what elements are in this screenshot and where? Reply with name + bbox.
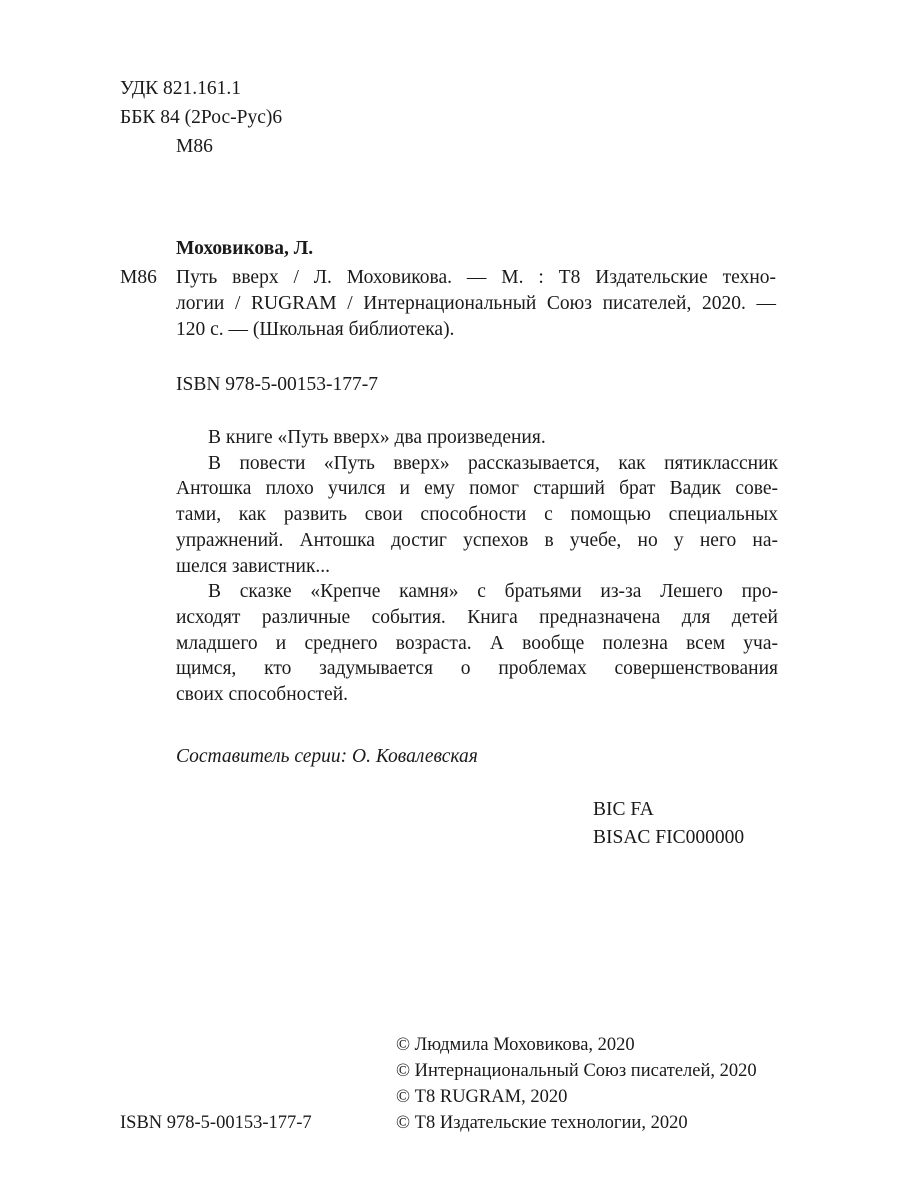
annotation-line: щимся, кто задумывается о проблемах совершенствования [176, 658, 778, 680]
copyright-block [396, 1032, 757, 1136]
annotation-line: В книге «Путь вверх» два произведения. [208, 427, 546, 448]
bibliographic-description [176, 265, 776, 343]
isbn: ISBN 978-5-00153-177-7 [176, 374, 379, 395]
annotation-line: В сказке «Крепче камня» с братьями из-за Лешего про- [208, 581, 778, 603]
bisac-code: BISAC FIC000000 [593, 827, 745, 848]
card-author-mark: М86 [120, 267, 157, 288]
author-mark: М86 [176, 136, 213, 157]
annotation-line: В повести «Путь вверх» рассказывается, как пятиклассник [208, 452, 778, 474]
copyright-line: © Людмила Моховикова, 2020 [396, 1035, 635, 1055]
udk-code: УДК 821.161.1 [120, 78, 242, 99]
annotation-line: исходят различные события. Книга предназначена для детей [176, 606, 778, 628]
biblio-line: 120 с. — (Школьная библиотека). [176, 319, 455, 340]
series-compiler: Составитель серии: О. Ковалевская [176, 746, 478, 767]
annotation-line: своих способностей. [176, 684, 349, 706]
copyright-line: © Т8 Издательские технологии, 2020 [396, 1113, 688, 1133]
annotation [176, 425, 778, 708]
biblio-line: логии / RUGRAM / Интернациональный Союз писателей, 2020. — [176, 293, 776, 314]
annotation-line: тами, как развить свои способности с помощью специальных [176, 504, 778, 526]
bbk-code: ББК 84 (2Рос-Рус)6 [120, 107, 283, 128]
isbn-footer: ISBN 978-5-00153-177-7 [120, 1113, 312, 1133]
annotation-line: упражнений. Антошка достиг успехов в учебе, но у него на- [176, 529, 778, 551]
annotation-line: шелся завистник... [176, 555, 331, 577]
bic-code: BIC FA [593, 799, 654, 820]
annotation-line: младшего и среднего возраста. А вообще полезна всем уча- [176, 632, 778, 654]
copyright-line: © Т8 RUGRAM, 2020 [396, 1087, 568, 1107]
copyright-line: © Интернациональный Союз писателей, 2020 [396, 1061, 757, 1081]
biblio-line: Путь вверх / Л. Моховикова. — М. : Т8 Издательские техно- [176, 267, 776, 288]
author-heading: Моховикова, Л. [176, 238, 314, 259]
annotation-line: Антошка плохо учился и ему помог старший брат Вадик сове- [176, 478, 778, 500]
